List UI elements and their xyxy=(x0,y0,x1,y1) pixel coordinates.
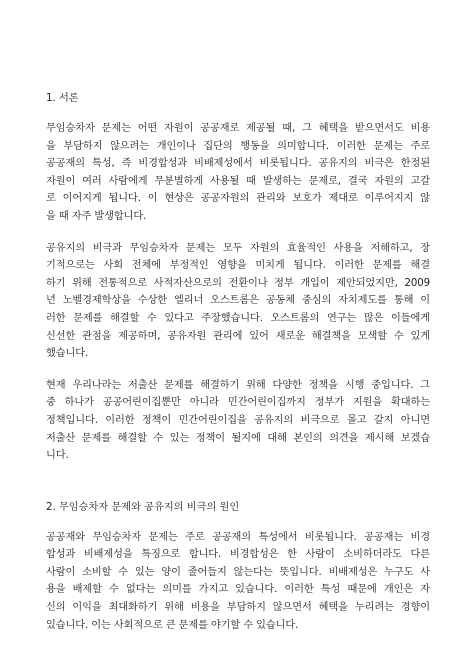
paragraph xyxy=(46,240,430,363)
text-line: 정책입니다. 이러한 정책이 민간어린이집을 공유지의 비극으로 몰고 갈지 아니면 xyxy=(46,414,430,426)
section-spacer xyxy=(46,479,430,501)
paragraph xyxy=(46,120,430,226)
text-line: 무임승차자 문제는 어떤 자원이 공공재로 제공될 때, 그 혜택을 받으면서도 비용 xyxy=(46,123,430,134)
section-heading-introduction: 1. 서론 xyxy=(46,93,79,104)
text-line: 공공재의 특성, 즉 비경합성과 비배제성에서 비롯됩니다. 공유지의 비극은 한정된 xyxy=(46,158,430,170)
text-line: 을 때 자주 발생합니다. xyxy=(46,210,147,222)
paragraph xyxy=(46,377,430,465)
text-line: 기적으로는 사회 전체에 부정적인 영향을 미치게 됩니다. 이러한 문제를 해결 xyxy=(46,260,430,272)
text-line: 로 이어지게 됩니다. 이 현상은 공공자원의 관리와 보호가 제대로 이루어지지 않 xyxy=(46,193,430,205)
text-line: 했습니다. xyxy=(46,348,89,360)
text-line: 공공재와 무임승차자 문제는 주로 공공재의 특성에서 비롯됩니다. 공공재는 비경 xyxy=(46,531,430,543)
section-heading-causes: 2. 무임승차자 문제와 공유지의 비극의 원인 xyxy=(46,501,240,513)
document-body xyxy=(46,92,430,648)
paragraph xyxy=(46,529,430,635)
text-line: 중 하나가 공공어린이집뿐만 아니라 민간어린이집까지 정부가 지원을 확대하는 xyxy=(46,397,430,409)
text-line: 신선한 관점을 제공하며, 공유자원 관리에 있어 새로운 해결책을 모색할 수 있게 xyxy=(46,330,430,342)
text-line: 을 부담하지 않으려는 개인이나 집단의 행동을 의미합니다. 이러한 문제는 주로 xyxy=(46,140,430,152)
text-line: 현재 우리나라는 저출산 문제를 해결하기 위해 다양한 정책을 시행 중입니다. 그 xyxy=(46,379,430,391)
text-line: 공유지의 비극과 무임승차자 문제는 모두 자원의 효율적인 사용을 저해하고, 장 xyxy=(46,242,430,254)
text-line: 자원이 여러 사람에게 무분별하게 사용될 때 발생하는 문제로, 결국 자원의 고갈 xyxy=(46,175,430,187)
text-line: 용을 배제할 수 없다는 의미를 가지고 있습니다. 이러한 특성 때문에 개인은 자 xyxy=(46,584,430,596)
text-line: 합성과 비배제성을 특징으로 합니다. 비경합성은 한 사람이 소비하더라도 다른 xyxy=(46,549,430,561)
text-line: 하기 위해 전통적으로 사적자산으로의 전환이나 정부 개입이 제안되었지만, 2009 xyxy=(46,277,430,289)
text-line: 있습니다. 이는 사회적으로 큰 문제를 야기할 수 있습니다. xyxy=(46,619,299,631)
text-line: 신의 이익을 최대화하기 위해 비용을 부담하지 않으면서 혜택을 누리려는 경향이 xyxy=(46,602,430,614)
text-line: 니다. xyxy=(46,450,69,462)
text-line: 러한 문제를 해결할 수 있다고 주장했습니다. 오스트롬의 연구는 많은 이들에게 xyxy=(46,312,430,324)
text-line: 저출산 문제를 해결할 수 있는 정책이 될지에 대해 본인의 의견을 제시해 보겠습 xyxy=(46,432,430,444)
text-line: 사람이 소비할 수 있는 양이 줄어들지 않는다는 뜻입니다. 비배제성은 누구도 사 xyxy=(46,566,431,578)
text-line: 년 노벨경제학상을 수상한 엘리너 오스트롬은 공동체 중심의 자치제도를 통해 이 xyxy=(46,295,430,307)
